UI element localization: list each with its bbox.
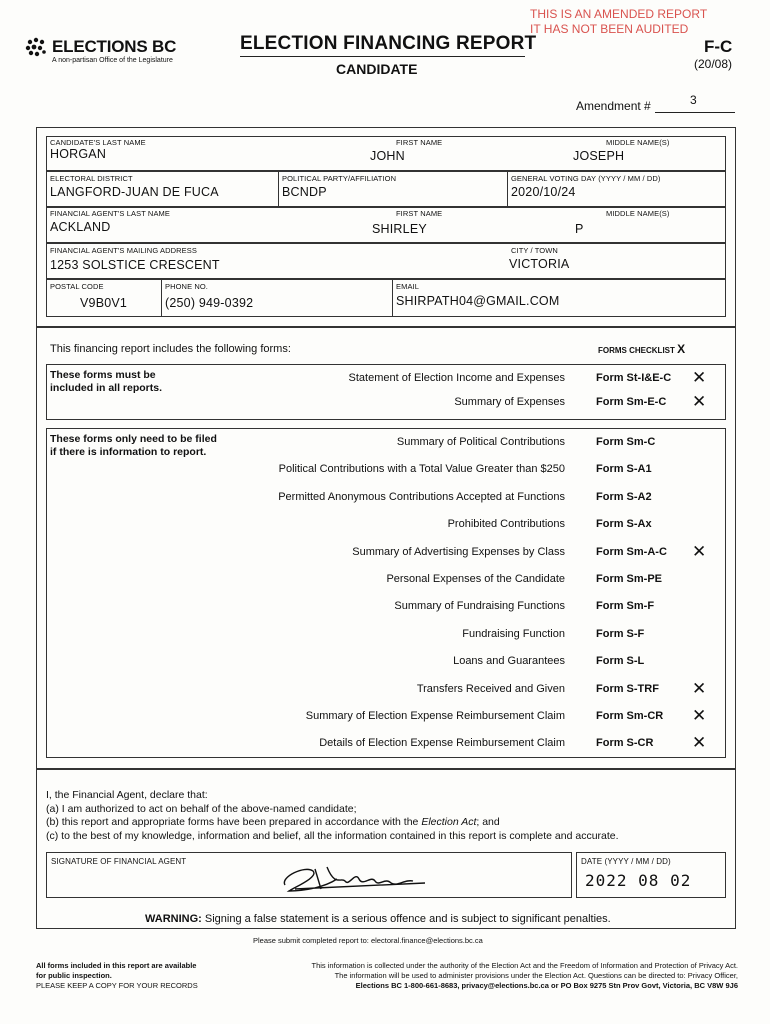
title-divider [240, 56, 525, 57]
form-version: (20/08) [694, 57, 733, 71]
footer-right-line-1: This information is collected under the authority of the Election Act and the Freedom of Information and Protection of Privacy Act. [311, 961, 738, 970]
candidate-middle-name-field[interactable]: JOSEPH [573, 149, 625, 163]
form-row-checkbox[interactable]: ✕ [692, 733, 707, 753]
party-field[interactable]: BCNDP [282, 185, 327, 199]
forms-checklist-header [598, 342, 685, 356]
form-row-name: Summary of Expenses [454, 396, 565, 408]
candidate-last-name-field[interactable]: HORGAN [50, 147, 107, 161]
form-row-checkbox[interactable]: ✕ [692, 541, 707, 561]
form-row-name: Summary of Fundraising Functions [394, 600, 565, 613]
form-row-name: Personal Expenses of the Candidate [386, 573, 565, 585]
form-code: F-C [704, 37, 733, 56]
declaration-line-3-text: (b) this report and appropriate forms have been prepared in accordance with the [46, 816, 422, 828]
forms-checklist-label: FORMS CHECKLIST [598, 346, 675, 355]
form-row-name: Statement of Election Income and Expenses [348, 372, 565, 384]
form-row-name: Summary of Political Contributions [396, 436, 565, 448]
form-row-name: Summary of Election Expense Reimbursement Claim [305, 710, 565, 722]
form-row-code: Form S-Ax [596, 518, 652, 531]
form-row-checkbox[interactable]: ✕ [692, 368, 707, 387]
date-box[interactable] [576, 852, 726, 898]
city-label: CITY / TOWN [511, 246, 558, 255]
form-row-code: Form S-A2 [596, 490, 652, 503]
forms-intro: This financing report includes the following forms: [50, 343, 291, 355]
form-row-code: Form S-TRF [596, 682, 659, 695]
form-row-name: Permitted Anonymous Contributions Accepted at Functions [278, 490, 565, 503]
declaration-text [46, 789, 619, 843]
agent-first-name-label: FIRST NAME [396, 209, 443, 218]
declaration-line-3-end: ; and [476, 816, 500, 828]
footer-left-line-1: All forms included in this report are available [36, 961, 197, 970]
required-forms-label [50, 369, 162, 395]
city-field[interactable]: VICTORIA [509, 257, 570, 271]
form-row-code: Form St-I&E-C [596, 372, 672, 384]
candidate-first-name-label: FIRST NAME [396, 138, 443, 147]
email-field[interactable]: SHIRPATH04@GMAIL.COM [396, 294, 560, 308]
signature-label: SIGNATURE OF FINANCIAL AGENT [51, 857, 187, 866]
form-row-name: Summary of Advertising Expenses by Class [352, 545, 565, 558]
form-row-name: Loans and Guarantees [453, 655, 565, 668]
divider [278, 171, 279, 207]
warning-message: Signing a false statement is a serious offence and is subject to significant penalties. [201, 913, 611, 925]
email-label: EMAIL [396, 282, 420, 291]
amendment-underline [655, 112, 735, 113]
date-field[interactable]: 2022 08 02 [585, 871, 692, 890]
elections-bc-logo [24, 36, 176, 64]
agent-last-name-field[interactable]: ACKLAND [50, 220, 111, 234]
warning-label: WARNING: [145, 913, 202, 925]
logo-text: ELECTIONS BC [52, 37, 177, 56]
footer-left-line-2: for public inspection. [36, 971, 112, 980]
candidate-first-name-field[interactable]: JOHN [370, 149, 405, 163]
declaration-line-4: (c) to the best of my knowledge, information and belief, all the information contained in this report is complete and accurate. [46, 829, 619, 842]
form-row-checkbox[interactable]: ✕ [692, 392, 707, 411]
footer-right-line-2: The information will be used to administer provisions under the Election Act. Questions can be directed to: Privacy Officer, [334, 971, 738, 980]
form-row-code: Form Sm-A-C [596, 545, 667, 558]
declaration-line-1: I, the Financial Agent, declare that: [46, 789, 208, 801]
district-label: ELECTORAL DISTRICT [50, 174, 133, 183]
address-label: FINANCIAL AGENT'S MAILING ADDRESS [50, 246, 197, 255]
form-row-checkbox[interactable]: ✕ [692, 706, 707, 725]
optional-label-line-1: These forms only need to be filed [50, 433, 217, 445]
form-row-code: Form S-F [596, 627, 645, 640]
form-row-code: Form Sm-CR [596, 710, 664, 722]
form-row-name: Prohibited Contributions [447, 518, 565, 531]
required-label-line-1: These forms must be [50, 369, 156, 381]
footer-left-line-3: PLEASE KEEP A COPY FOR YOUR RECORDS [36, 981, 198, 990]
phone-field[interactable]: (250) 949-0392 [165, 296, 254, 310]
agent-middle-name-label: MIDDLE NAME(S) [606, 209, 670, 218]
optional-label-line-2: if there is information to report. [50, 446, 207, 458]
candidate-last-name-label: CANDIDATE'S LAST NAME [50, 138, 146, 147]
amended-note-line-1: THIS IS AN AMENDED REPORT [530, 7, 708, 21]
footer-public-notice [36, 961, 198, 991]
form-row-code: Form S-L [596, 655, 645, 668]
signature-drawing [275, 857, 435, 895]
amendment-number: 3 [690, 93, 697, 107]
submit-instructions: Please submit completed report to: electoral.finance@elections.bc.ca [253, 936, 483, 945]
district-field[interactable]: LANGFORD-JUAN DE FUCA [50, 185, 219, 199]
agent-middle-name-field[interactable]: P [575, 222, 584, 236]
phone-label: PHONE NO. [165, 282, 208, 291]
optional-forms-label [50, 433, 217, 459]
divider [392, 279, 393, 317]
postal-code-field[interactable]: V9B0V1 [80, 296, 128, 310]
voting-day-field[interactable]: 2020/10/24 [511, 185, 576, 199]
divider [507, 171, 508, 207]
required-label-line-2: included in all reports. [50, 382, 163, 394]
declaration-line-3 [46, 816, 619, 830]
declaration-line-3-act: Election Act [421, 816, 477, 828]
candidate-middle-name-label: MIDDLE NAME(S) [606, 138, 670, 147]
contact-row [46, 279, 726, 317]
amendment-label: Amendment # [576, 99, 651, 113]
date-label: DATE (YYYY / MM / DD) [581, 857, 671, 866]
address-field[interactable]: 1253 SOLSTICE CRESCENT [50, 258, 220, 272]
form-row-name: Political Contributions with a Total Value Greater than $250 [278, 463, 565, 476]
signature-box[interactable] [46, 852, 572, 898]
declaration-line-2: (a) I am authorized to act on behalf of the above-named candidate; [46, 802, 357, 815]
warning-text [145, 913, 611, 925]
footer-right-line-3: Elections BC 1-800-661-8683, privacy@elections.bc.ca or PO Box 9275 Stn Prov Govt, Victoria, BC V8W 9J6 [355, 981, 738, 990]
forms-checklist-mark: X [677, 342, 686, 356]
form-row-name: Fundraising Function [462, 627, 565, 640]
logo-tagline: A non-partisan Office of the Legislature [52, 57, 173, 64]
form-row-code: Form S-A1 [596, 463, 652, 476]
form-row-code: Form S-CR [596, 737, 654, 750]
form-row-name: Transfers Received and Given [416, 682, 565, 695]
agent-last-name-label: FINANCIAL AGENT'S LAST NAME [50, 209, 170, 218]
form-row-name: Details of Election Expense Reimbursement Claim [319, 737, 565, 750]
amended-report-note [530, 7, 707, 37]
amended-note-line-2: IT HAS NOT BEEN AUDITED [530, 22, 689, 36]
report-subtitle: CANDIDATE [336, 61, 418, 77]
form-row-checkbox[interactable]: ✕ [692, 678, 707, 698]
form-row-code: Form Sm-F [596, 600, 655, 613]
form-row-code: Form Sm-E-C [596, 396, 667, 408]
postal-code-label: POSTAL CODE [50, 282, 104, 291]
footer-privacy-notice [238, 961, 738, 991]
party-label: POLITICAL PARTY/AFFILIATION [282, 174, 397, 183]
divider [161, 279, 162, 317]
form-row-code: Form Sm-C [596, 436, 656, 448]
report-title: ELECTION FINANCING REPORT [240, 33, 537, 54]
voting-day-label: GENERAL VOTING DAY (YYYY / MM / DD) [511, 174, 661, 183]
elections-bc-emblem-icon [24, 36, 50, 58]
form-row-code: Form Sm-PE [596, 573, 663, 585]
optional-forms-box [46, 428, 726, 758]
agent-first-name-field[interactable]: SHIRLEY [372, 222, 427, 236]
